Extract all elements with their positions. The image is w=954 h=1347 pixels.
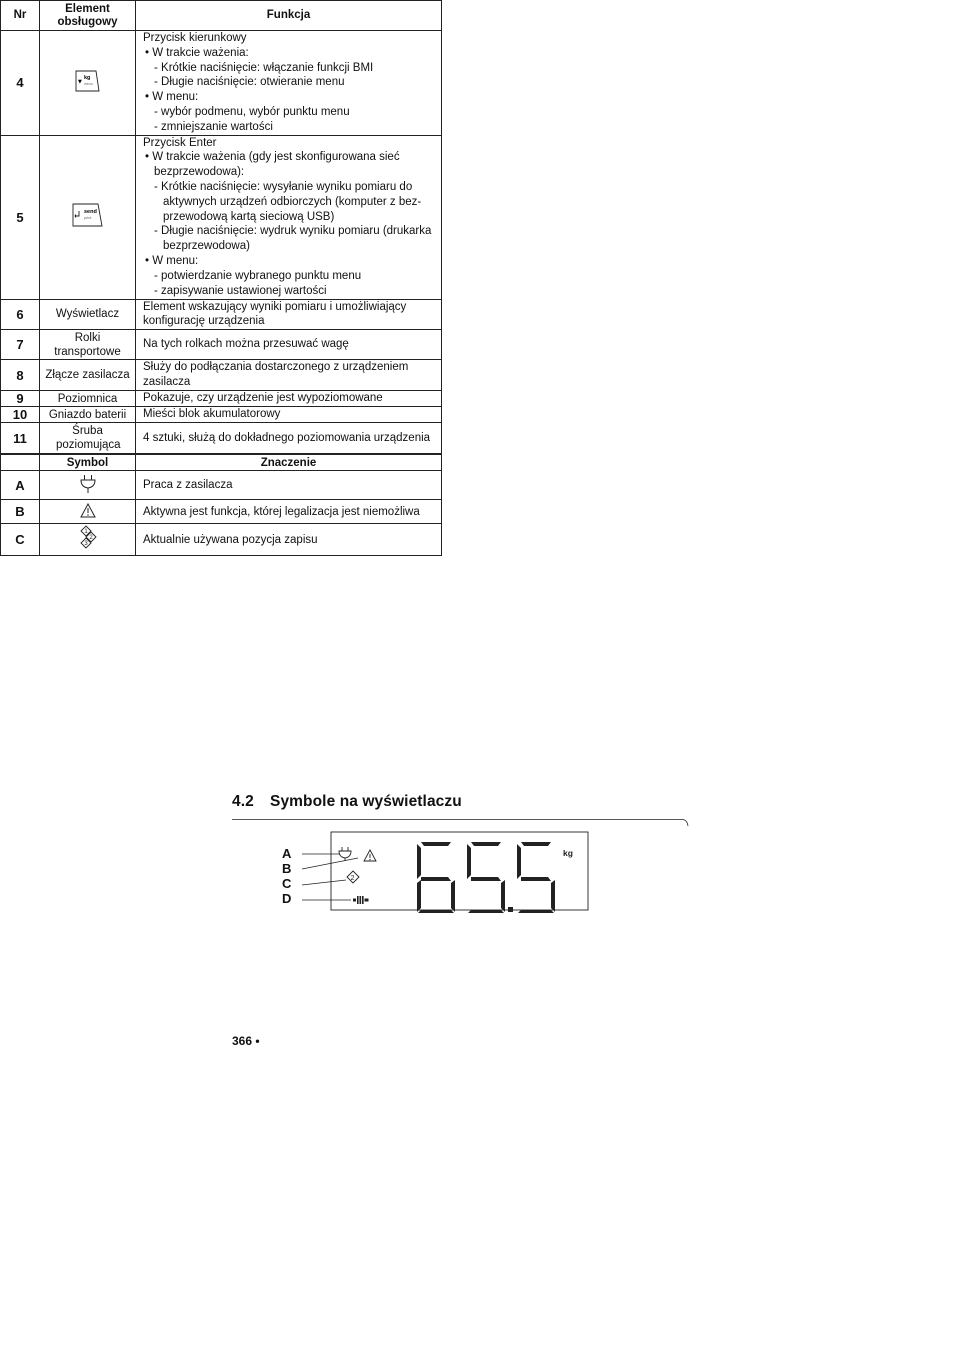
plug-icon — [79, 474, 97, 494]
table-row — [1, 135, 442, 299]
table-row — [1, 423, 442, 454]
function-line: Służy do podłączania dostarczonego z urządzeniem — [143, 361, 409, 374]
table-row — [1, 407, 442, 423]
row-number: 9 — [1, 391, 40, 407]
element-name: Poziomnica — [40, 391, 136, 407]
table-row — [1, 330, 442, 360]
row-number: 11 — [1, 423, 40, 454]
function-line: Mieści blok akumulatorowy — [143, 408, 281, 421]
symbol-meaning: Praca z zasilacza — [136, 471, 442, 500]
table-row — [1, 360, 442, 391]
function-dash: - potwierdzanie wybranego punktu menu — [154, 269, 362, 282]
function-dash: - Długie naciśnięcie: otwieranie menu — [154, 76, 345, 89]
function-line: Przycisk kierunkowy — [143, 32, 247, 44]
key-sublabel: print — [83, 216, 91, 221]
enter-key-icon — [72, 203, 104, 227]
memory-digit-2: 2 — [88, 535, 93, 542]
symbol-cell — [40, 471, 136, 500]
function-dash: - Długie naciśnięcie: wydruk wyniku pomiaru (drukarka — [154, 225, 432, 238]
section-rule — [232, 816, 692, 828]
display-labels — [282, 846, 291, 906]
symbol-letter: A — [1, 471, 40, 500]
header-letter — [1, 455, 40, 471]
label-b: B — [282, 861, 292, 876]
section-title: Symbole na wyświetlaczu — [270, 793, 462, 810]
header-element: Element obsługowy — [40, 1, 136, 31]
header-nr: Nr — [1, 1, 40, 31]
row-number: 4 — [1, 31, 40, 136]
row-number: 5 — [1, 135, 40, 299]
element-name: Rolki transportowe — [40, 330, 136, 360]
function-line: konfigurację urządzenia — [143, 315, 265, 328]
function-line: 4 sztuki, służą do dokładnego poziomowania urządzenia — [143, 431, 431, 444]
symbol-letter: C — [1, 524, 40, 556]
function-bullet: • W trakcie ważenia (gdy jest skonfigurowana sieć — [145, 151, 400, 164]
function-cell — [136, 360, 442, 391]
element-name: Wyświetlacz — [40, 299, 136, 330]
function-bullet: • W menu: — [145, 91, 199, 104]
function-bullet-cont: bezprzewodowa): — [154, 166, 245, 179]
key-sublabel: menu — [83, 81, 93, 86]
header-meaning: Znaczenie — [136, 455, 442, 471]
symbol-cell — [40, 500, 136, 524]
function-line: zasilacza — [143, 376, 191, 389]
row-number: 6 — [1, 299, 40, 330]
function-dash-cont: przewodową kartą sieciową USB) — [163, 210, 335, 223]
header-function: Funkcja — [136, 1, 442, 31]
function-line: Element wskazujący wyniki pomiaru i umożliwiający — [143, 300, 407, 313]
svg-text:▼: ▼ — [77, 78, 82, 85]
table-header-row — [1, 455, 442, 471]
row-number: 7 — [1, 330, 40, 360]
symbol-meaning: Aktywna jest funkcja, której legalizacja jest niemożliwa — [136, 500, 442, 524]
memory-position-icon — [75, 525, 101, 551]
memory-digit-1: 1 — [83, 529, 88, 536]
function-dash: - zmniejszanie wartości — [154, 120, 273, 133]
function-dash: - Krótkie naciśnięcie: wysyłanie wyniku pomiaru do — [154, 181, 413, 194]
table-row — [1, 524, 442, 556]
function-cell — [136, 299, 442, 330]
function-bullet: • W menu: — [145, 255, 199, 268]
key-label: kg — [83, 74, 90, 81]
element-name: Śruba poziomująca — [40, 423, 136, 454]
unit-label: kg — [563, 848, 573, 858]
function-line: Przycisk Enter — [143, 136, 217, 149]
function-cell — [136, 135, 442, 299]
table-row — [1, 299, 442, 330]
label-c: C — [282, 876, 292, 891]
symbol-meaning: Aktualnie używana pozycja zapisu — [136, 524, 442, 556]
page-number: 366 • — [232, 1034, 260, 1048]
function-dash: - zapisywanie ustawionej wartości — [154, 284, 327, 297]
row-number: 10 — [1, 407, 40, 423]
function-cell — [136, 31, 442, 136]
function-cell — [136, 330, 442, 360]
function-line: Pokazuje, czy urządzenie jest wypoziomowane — [143, 392, 383, 405]
decimal-point — [508, 907, 513, 912]
function-cell — [136, 391, 442, 407]
row-number: 8 — [1, 360, 40, 391]
warning-triangle-icon — [80, 503, 96, 518]
memory-slot-digit: 2 — [350, 875, 355, 882]
direction-key-icon — [75, 70, 101, 92]
function-dash: - wybór podmenu, wybór punktu menu — [154, 105, 350, 118]
direction-key-cell — [40, 31, 136, 136]
function-dash-cont: bezprzewodowa) — [163, 240, 250, 253]
symbols-table — [0, 454, 442, 556]
key-label: send — [83, 209, 97, 216]
section-heading — [232, 793, 462, 811]
section-number: 4.2 — [232, 793, 254, 810]
function-cell — [136, 407, 442, 423]
element-name: Gniazdo baterii — [40, 407, 136, 423]
label-d: D — [282, 891, 292, 906]
element-name: Złącze zasilacza — [40, 360, 136, 391]
label-a: A — [282, 846, 292, 861]
functions-table — [0, 0, 442, 454]
table-row — [1, 471, 442, 500]
function-dash-cont: aktywnych urządzeń odbiorczych (komputer z bez- — [163, 195, 422, 208]
table-row — [1, 31, 442, 136]
display-diagram — [296, 830, 592, 914]
table-header-row — [1, 1, 442, 31]
function-line: Na tych rolkach można przesuwać wagę — [143, 338, 349, 351]
function-cell — [136, 423, 442, 454]
table-row — [1, 500, 442, 524]
function-bullet: • W trakcie ważenia: — [145, 46, 249, 59]
symbol-letter: B — [1, 500, 40, 524]
function-dash: - Krótkie naciśnięcie: włączanie funkcji BMI — [154, 61, 374, 74]
enter-key-cell — [40, 135, 136, 299]
memory-digit-3: 3 — [83, 541, 88, 548]
table-row — [1, 391, 442, 407]
symbol-cell — [40, 524, 136, 556]
header-symbol: Symbol — [40, 455, 136, 471]
